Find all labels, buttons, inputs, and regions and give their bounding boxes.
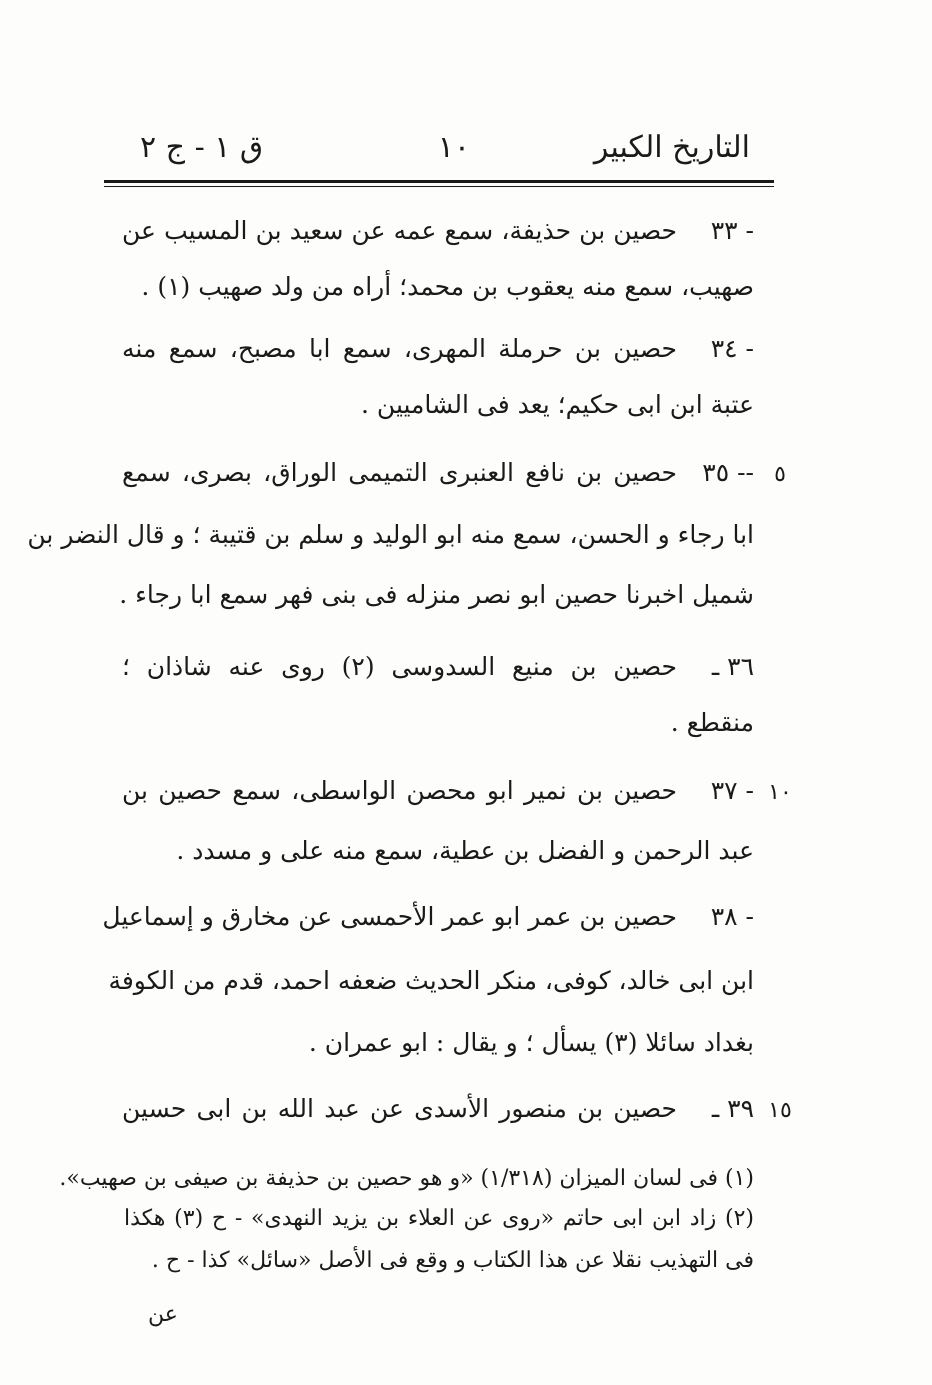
entry-line: عتبة ابن ابى حكيم؛ يعد فى الشاميين . [361, 390, 754, 419]
footnote-line: (١) فى لسان الميزان (١/٣١٨) «و هو حصين بن حذيفة بن صيفى بن صهيب». [59, 1166, 754, 1191]
entry-line: ابن ابى خالد، كوفى، منكر الحديث ضعفه احمد، قدم من الكوفة [108, 966, 754, 995]
entry-line: حصين بن منيع السدوسى (٢) روى عنه شاذان ؛ [122, 652, 677, 681]
entry-line: عبد الرحمن و الفضل بن عطية، سمع منه على و مسدد . [176, 836, 754, 865]
line-marker: ٥ [774, 462, 786, 487]
entry-number: ٣٥ -- [702, 458, 754, 487]
page-number: ١٠ [437, 130, 470, 165]
line-marker: ١٠ [768, 780, 792, 805]
entry-line: حصين بن منصور الأسدى عن عبد الله بن ابى حسين [122, 1094, 677, 1123]
entry-number: ٣٧ - [710, 776, 754, 805]
volume-part: ق ١ - ج ٢ [140, 130, 264, 165]
entry-line: حصين بن نافع العنبرى التميمى الوراق، بصرى، سمع [122, 458, 677, 487]
entry-number: ٣٨ - [710, 902, 754, 931]
catchword: عن [148, 1302, 178, 1327]
entry-line: شميل اخبرنا حصين ابو نصر منزله فى بنى فهر سمع ابا رجاء . [119, 580, 754, 609]
entry-number: ٣٣ - [710, 216, 754, 245]
entry-line: صهيب، سمع منه يعقوب بن محمد؛ أراه من ولد صهيب (١) . [141, 272, 754, 301]
entry-line: حصين بن حرملة المهرى، سمع ابا مصبح، سمع منه [122, 334, 677, 363]
footnote-line: (٢) زاد ابن ابى حاتم «روى عن العلاء بن يزيد النهدى» - ح (٣) هكذا [124, 1206, 754, 1231]
footnote-line: فى التهذيب نقلا عن هذا الكتاب و وقع فى الأصل «سائل» كذا - ح . [151, 1248, 754, 1273]
entry-line: حصين بن حذيفة، سمع عمه عن سعيد بن المسيب عن [122, 216, 677, 245]
entry-line: حصين بن عمر ابو عمر الأحمسى عن مخارق و إسماعيل [102, 902, 677, 931]
entry-line: حصين بن نمير ابو محصن الواسطى، سمع حصين بن [122, 776, 677, 805]
entry-number: ٣٩ ـ [711, 1094, 754, 1123]
line-marker: ١٥ [768, 1098, 792, 1123]
entry-line: منقطع . [670, 708, 754, 737]
book-title: التاريخ الكبير [593, 130, 750, 165]
header-rule-thin [104, 186, 774, 187]
running-header [120, 128, 770, 172]
entry-line: بغداد سائلا (٣) يسأل ؛ و يقال : ابو عمران . [308, 1028, 754, 1057]
header-rule-thick [104, 180, 774, 183]
entry-line: ابا رجاء و الحسن، سمع منه ابو الوليد و سلم بن قتيبة ؛ و قال النضر بن [27, 520, 754, 549]
entry-number: ٣٦ ـ [711, 652, 754, 681]
entry-number: ٣٤ - [710, 334, 754, 363]
